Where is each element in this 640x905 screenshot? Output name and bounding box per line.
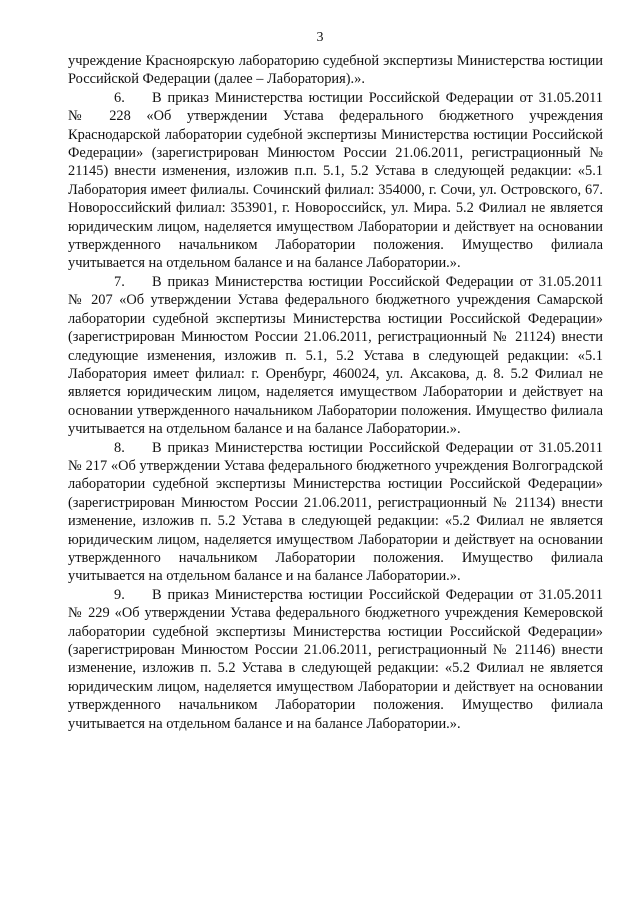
item-text: В приказ Министерства юстиции Российской Федерации от 31.05.2011 № 207 «Об утверждении Устава федерального бюджетного учреждения Самарской лаборатории судебной экспертизы Министерства юстиции Российской Федерации» (зарегистрирован Минюстом России 21.06.2011, регистрационный № 21124) внести следующие изменения, изложив п. 5.1, 5.2 Устава в следующей редакции: «5.1 Лаборатория имеет филиал: г. Оренбург, 460024, ул. Аксакова, д. 8. 5.2 Филиал не является юридическим лицом, наделяется имуществом Лаборатории и действует на основании утвержденного начальником Лаборатории положения. Имущество филиала учитывается на отдельном балансе и на балансе Лаборатории.». [68, 273, 603, 438]
intro-paragraph: учреждение Красноярскую лабораторию судебной экспертизы Министерства юстиции Российской Федерации (далее – Лаборатория).». [68, 53, 603, 88]
item-text: В приказ Министерства юстиции Российской Федерации от 31.05.2011 № 217 «Об утверждении Устава федерального бюджетного учреждения Волгоградской лаборатории судебной экспертизы Министерства юстиции Российской Федерации» (зарегистрирован Минюстом России 21.06.2011, регистрационный № 21134) внести изменение, изложив п. 5.2 Устава в следующей редакции: «5.2 Филиал не является юридическим лицом, наделяется имуществом Лаборатории и действует на основании утвержденного начальником Лаборатории положения. Имущество филиала учитывается на отдельном балансе и на балансе Лаборатории.». [68, 439, 603, 585]
item-number: 8. [114, 439, 125, 456]
item-paragraph-6 [68, 89, 603, 273]
item-paragraph-8 [68, 439, 603, 586]
item-number: 7. [114, 273, 125, 290]
item-number: 6. [114, 89, 125, 106]
item-paragraph-7 [68, 273, 603, 439]
item-number: 9. [114, 586, 125, 603]
document-body [68, 52, 603, 733]
item-text: В приказ Министерства юстиции Российской Федерации от 31.05.2011 № 228 «Об утверждении Устава федерального бюджетного учреждения Краснодарской лаборатории судебной экспертизы Министерства юстиции Российской Федерации» (зарегистрирован Минюстом России 21.06.2011, регистрационный № 21145) внести изменения, изложив п.п. 5.1, 5.2 Устава в следующей редакции: «5.1 Лаборатория имеет филиалы. Сочинский филиал: 354000, г. Сочи, ул. Островского, 67. Новороссийский филиал: 353901, г. Новороссийск, ул. Мира. 5.2 Филиал не является юридическим лицом, наделяется имуществом Лаборатории и действует на основании утвержденного начальником Лаборатории положения. Имущество филиала учитывается на отдельном балансе и на балансе Лаборатории.». [68, 89, 603, 272]
page-number: 3 [316, 30, 324, 45]
item-text: В приказ Министерства юстиции Российской Федерации от 31.05.2011 № 229 «Об утверждении Устава федерального бюджетного учреждения Кемеровской лаборатории судебной экспертизы Министерства юстиции Российской Федерации» (зарегистрирован Минюстом России 21.06.2011, регистрационный № 21146) внести изменение, изложив п. 5.2 Устава в следующей редакции: «5.2 Филиал не является юридическим лицом, наделяется имуществом Лаборатории и действует на основании утвержденного начальником Лаборатории положения. Имущество филиала учитывается на отдельном балансе и на балансе Лаборатории.». [68, 586, 603, 732]
item-paragraph-9 [68, 586, 603, 733]
